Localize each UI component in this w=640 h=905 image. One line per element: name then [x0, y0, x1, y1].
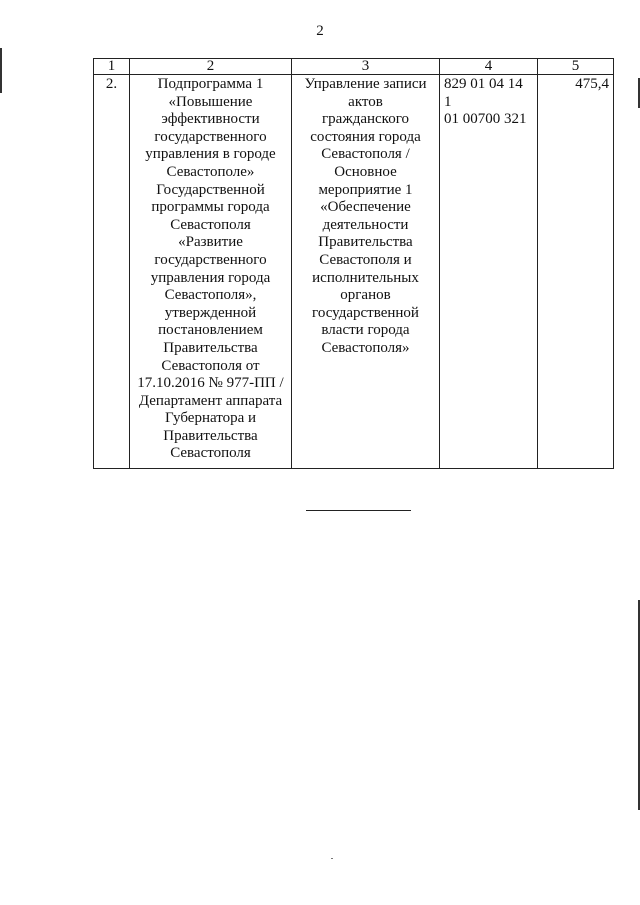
program-cell: Подпрограмма 1 «Повышение эффективности государственного управления в городе Севастополе» Государственной программы города Севастополя «Развитие государственного управления города Севастополя», утвержденной постановлением Правительства Севастополя от 17.10.2016 № 977-ПП / Департамент аппарата Губернатора и Правительства Севастополя — [130, 75, 292, 469]
amount-cell: 475,4 — [538, 75, 614, 469]
header-col-5: 5 — [538, 59, 614, 75]
row-index: 2. — [94, 75, 130, 469]
budget-table — [93, 58, 614, 469]
budget-code-cell: 829 01 04 14 1 01 00700 321 — [440, 75, 538, 469]
header-col-4: 4 — [440, 59, 538, 75]
scan-edge-mark-left — [0, 48, 2, 93]
table-row — [94, 75, 614, 469]
scan-speck — [331, 858, 333, 859]
table-header-row — [94, 59, 614, 75]
executor-cell: Управление записи актов гражданского состояния города Севастополя / Основное мероприятие 1 «Обеспечение деятельности Правительства Севастополя и исполнительных органов государственной власти города Севастополя» — [292, 75, 440, 469]
header-col-3: 3 — [292, 59, 440, 75]
header-col-1: 1 — [94, 59, 130, 75]
end-of-document-rule — [306, 510, 411, 511]
header-col-2: 2 — [130, 59, 292, 75]
page-number: 2 — [316, 23, 324, 39]
